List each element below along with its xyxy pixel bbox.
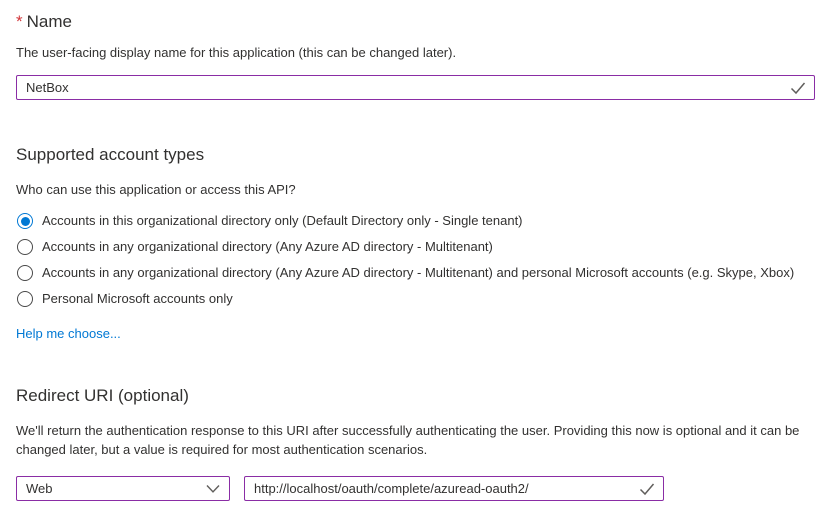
account-type-option-multitenant[interactable] [16, 234, 815, 260]
redirect-uri-row [16, 476, 815, 501]
name-section [16, 11, 815, 100]
account-type-option-label: Accounts in any organizational directory (Any Azure AD directory - Multitenant) and personal Microsoft accounts (e.g. Skype, Xbox) [42, 265, 795, 280]
platform-selected-value: Web [26, 481, 53, 496]
redirect-uri-description: We'll return the authentication response to this URI after successfully authenticating the user. Providing this now is optional and it can be changed later, but a value is required for most authentication scenarios. [16, 423, 800, 457]
chevron-down-icon [206, 484, 220, 493]
account-type-option-personal-only[interactable] [16, 286, 815, 312]
name-title-text: Name [26, 12, 72, 31]
redirect-uri-title: Redirect URI (optional) [16, 386, 189, 405]
supported-account-types-section [16, 144, 815, 343]
redirect-uri-section [16, 385, 815, 501]
account-types-title: Supported account types [16, 145, 205, 164]
account-type-option-single-tenant[interactable] [16, 208, 815, 234]
radio-button[interactable] [17, 213, 33, 229]
name-description: The user-facing display name for this application (this can be changed later). [16, 45, 457, 60]
account-types-question: Who can use this application or access this API? [16, 182, 296, 197]
account-type-option-label: Accounts in any organizational directory (Any Azure AD directory - Multitenant) [42, 239, 493, 254]
redirect-uri-input-wrapper [244, 476, 664, 501]
account-type-option-label: Personal Microsoft accounts only [42, 291, 233, 306]
redirect-uri-input[interactable] [245, 477, 663, 500]
name-section-title [16, 11, 815, 33]
checkmark-icon [639, 482, 655, 496]
name-input[interactable] [17, 76, 814, 99]
name-input-wrapper [16, 75, 815, 100]
help-me-choose-link[interactable]: Help me choose... [16, 326, 121, 341]
radio-button[interactable] [17, 291, 33, 307]
radio-button[interactable] [17, 265, 33, 281]
checkmark-icon [790, 81, 806, 95]
platform-select[interactable] [16, 476, 230, 501]
account-type-option-label: Accounts in this organizational directory only (Default Directory only - Single tenant) [42, 213, 523, 228]
radio-button[interactable] [17, 239, 33, 255]
required-asterisk: * [16, 12, 23, 31]
account-type-option-multitenant-personal[interactable] [16, 260, 815, 286]
account-types-radio-group [16, 208, 815, 312]
